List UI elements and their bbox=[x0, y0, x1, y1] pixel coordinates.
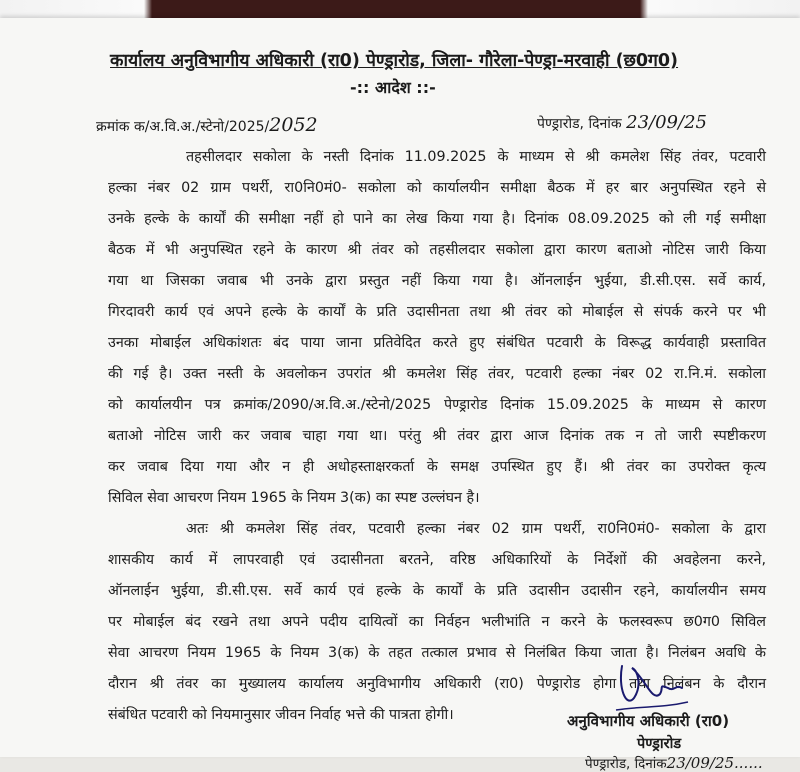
body-line: उनके हल्के के कार्यों की समीक्षा नहीं हो पाने का लेख किया गया है। दिनांक 08.09.2025 को ली गई समीक्षा bbox=[108, 211, 766, 227]
signatory-title: अनुविभागीय अधिकारी (रा0) bbox=[567, 712, 730, 730]
body-line: उनका मोबाईल अधिकांशतः बंद पाया जाना प्रतिवेदित करते हुए संबंधित पटवारी के विरूद्ध कार्यवाही प्रस्तावित bbox=[108, 335, 766, 351]
body-line: ऑनलाईन भुईया, डी.सी.एस. सर्वे कार्य एवं हल्के के कार्यों के प्रति उदासीन उदासीन रहने, कार्यालयीन समय bbox=[108, 583, 766, 599]
body-line: दौरान श्री तंवर का मुख्यालय कार्यालय अनुविभागीय अधिकारी (रा0) पेण्ड्रारोड होगा तथा निलंबन के दौरान bbox=[108, 676, 766, 692]
signatory-place: पेण्ड्रारोड bbox=[637, 736, 682, 752]
body-line: बैठक में भी अनुपस्थित रहने के कारण श्री तंवर को तहसीलदार सकोला द्वारा कारण बताओ नोटिस जारी किया bbox=[108, 242, 766, 258]
handwritten-signature bbox=[612, 658, 692, 718]
body-line: हल्का नंबर 02 ग्राम पथर्री, रा0नि0मं0- सकोला को कार्यालयीन समीक्षा बैठक में हर बार अनुपस्थित रहने से bbox=[108, 180, 766, 196]
body-line: सिविल सेवा आचरण नियम 1965 के नियम 3(क) का स्पष्ट उल्लंघन है। bbox=[108, 490, 480, 506]
order-date-handwritten: 23/09/25 bbox=[626, 112, 707, 133]
signature-date-prefix: पेण्ड्रारोड, दिनांक bbox=[585, 756, 667, 772]
body-line: शासकीय कार्य में लापरवाही एवं उदासीनता बरतने, वरिष्ठ अधिकारियों के निर्देशों की अवहेलना करने, bbox=[108, 552, 766, 568]
body-line: बताओ नोटिस जारी कर जवाब चाहा गया था। परंतु श्री तंवर द्वारा आज दिनांक तक न तो जारी स्पष्टीकरण bbox=[108, 428, 766, 444]
body-line: गिरदावरी कार्य एवं अपने हल्के के कार्यों के प्रति उदासीनता तथा श्री तंवर को मोबाईल से संपर्क करने पर भी bbox=[108, 304, 766, 320]
body-line: की गई है। उक्त नस्ती के अवलोकन उपरांत श्री कमलेश सिंह तंवर, पटवारी हल्का नंबर 02 रा.नि.मं. सकोला bbox=[108, 366, 766, 382]
order-date bbox=[537, 112, 707, 133]
body-line: को कार्यालयीन पत्र क्रमांक/2090/अ.वि.अ./स्टेनो/2025 पेण्ड्रारोड दिनांक 15.09.2025 के माध्यम से कारण bbox=[108, 397, 766, 413]
body-line: सेवा आचरण नियम 1965 के नियम 3(क) के तहत तत्काल प्रभाव से निलंबित किया जाता है। निलंबन अवधि के bbox=[108, 645, 766, 661]
office-heading: कार्यालय अनुविभागीय अधिकारी (रा0) पेण्ड्रारोड, जिला- गौरेला-पेण्ड्रा-मरवाही (छ0ग0) bbox=[110, 51, 679, 71]
body-line: अतः श्री कमलेश सिंह तंवर, पटवारी हल्का नंबर 02 ग्राम पथर्री, रा0नि0मं0- सकोला के द्वारा bbox=[186, 521, 766, 537]
body-line: तहसीलदार सकोला के नस्ती दिनांक 11.09.2025 के माध्यम से श्री कमलेश सिंह तंवर, पटवारी bbox=[186, 149, 766, 165]
body-line: पर मोबाईल बंद रखने तथा अपने पदीय दायित्वों का निर्वहन भलीभांति न करने के फलस्वरूप छ0ग0 सिविल bbox=[108, 614, 766, 630]
reference-handwritten-number: 2052 bbox=[269, 114, 318, 136]
order-date-prefix: पेण्ड्रारोड, दिनांक bbox=[537, 116, 622, 132]
order-title: -:: आदेश ::- bbox=[350, 78, 436, 97]
reference-prefix: क्रमांक क/अ.वि.अ./स्टेनो/2025/ bbox=[96, 119, 270, 135]
body-line: गया था जिसका जवाब भी उनके द्वारा प्रस्तुत नहीं किया गया है। ऑनलाईन भुईया, डी.सी.एस. सर्वे कार्य, bbox=[108, 273, 766, 289]
signature-date-handwritten: 23/09/25...... bbox=[666, 754, 763, 772]
body-line: संबंधित पटवारी को नियमानुसार जीवन निर्वाह भत्ते की पात्रता होगी। bbox=[108, 707, 454, 723]
order-document bbox=[0, 18, 800, 772]
body-line: कर जवाब दिया गया और न ही अधोहस्ताक्षरकर्ता के समक्ष उपस्थित हुए हैं। श्री तंवर का उपरोक्त कृत्य bbox=[108, 459, 766, 475]
reference-number bbox=[96, 114, 318, 136]
